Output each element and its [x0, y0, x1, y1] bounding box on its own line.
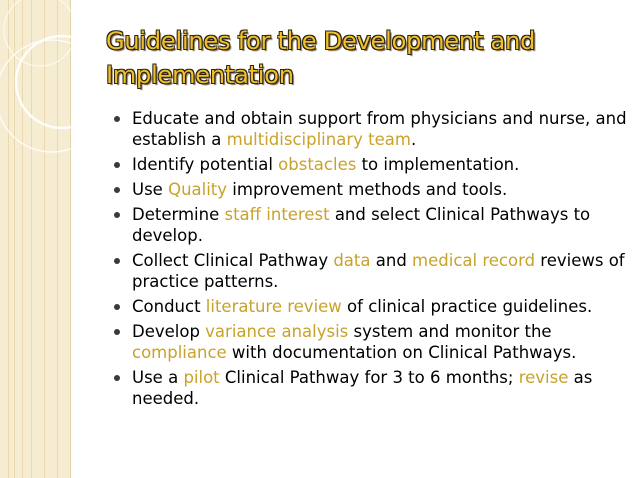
bullet-dot [114, 375, 120, 381]
bullet-dot [114, 187, 120, 193]
bullet-list [112, 108, 628, 413]
highlight: data [333, 251, 371, 270]
highlight: pilot [183, 368, 220, 387]
highlight: multidisciplinary team [226, 130, 411, 149]
bullet-item: Determine staff interest and select Clinical Pathways to develop. [112, 204, 628, 246]
bullet-dot [114, 162, 120, 168]
bullet-dot [114, 329, 120, 335]
bullet-item: Use Quality improvement methods and tools. [112, 179, 628, 200]
highlight: compliance [132, 343, 227, 362]
bullet-item: Collect Clinical Pathway data and medical record reviews of practice patterns. [112, 250, 628, 292]
highlight: staff interest [224, 205, 330, 224]
bullet-item: Conduct literature review of clinical practice guidelines. [112, 296, 628, 317]
highlight: literature review [205, 297, 342, 316]
title-line: Guidelines for the Development and [106, 27, 536, 55]
bullet-item: Develop variance analysis system and monitor the compliance with documentation on Clinical Pathways. [112, 321, 628, 363]
slide-title [106, 24, 626, 92]
bullet-item: Use a pilot Clinical Pathway for 3 to 6 months; revise as needed. [112, 367, 628, 409]
title-line: Implementation [106, 61, 294, 89]
bullet-dot [114, 212, 120, 218]
bullet-item: Identify potential obstacles to implementation. [112, 154, 628, 175]
highlight: revise [518, 368, 569, 387]
highlight: obstacles [278, 155, 357, 174]
highlight: medical record [412, 251, 536, 270]
bullet-dot [114, 116, 120, 122]
highlight: Quality [168, 180, 228, 199]
bullet-dot [114, 304, 120, 310]
bullet-dot [114, 258, 120, 264]
highlight: variance analysis [205, 322, 349, 341]
bullet-item: Educate and obtain support from physicians and nurse, and establish a multidisciplinary team. [112, 108, 628, 150]
